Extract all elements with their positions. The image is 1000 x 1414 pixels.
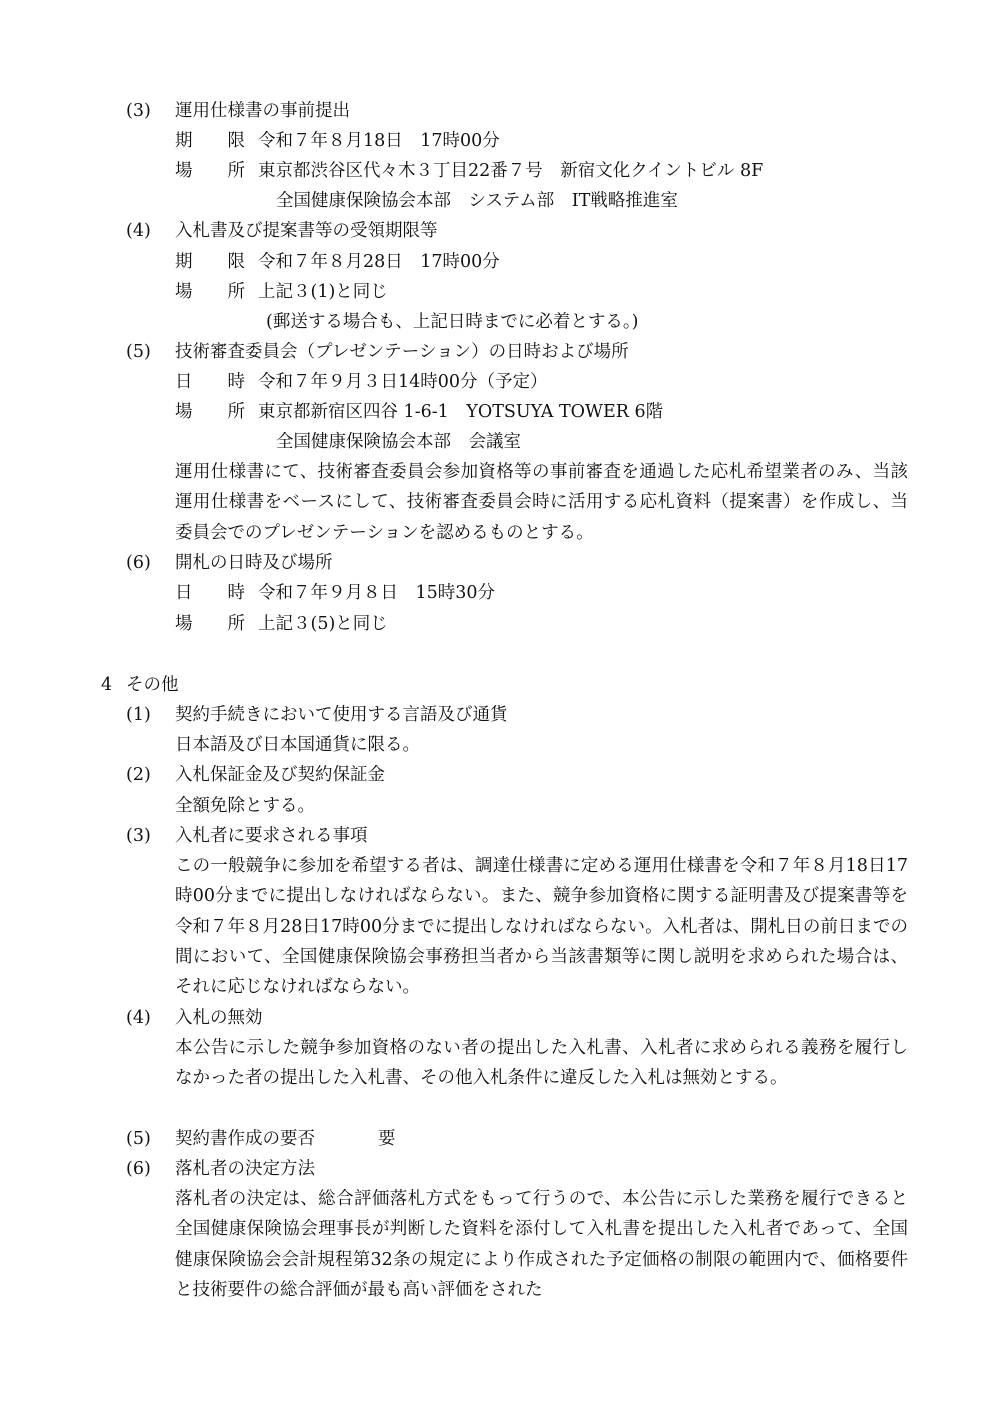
paragraph: 落札者の決定は、総合評価落札方式をもって行うので、本公告に示した業務を履行できると全国健康保険協会理事長が判断した資料を添付して入札書を提出した入札者であって、全国健康保険協会会計規程第32条の規定により作成された予定価格の制限の範囲内で、価格要件と技術要件の総合評価が最も高い評価をされた (175, 1189, 908, 1300)
item-number: (2) (126, 765, 151, 785)
item-number: (4) (126, 221, 151, 241)
item-number: (4) (126, 1008, 151, 1028)
item-body: 日本語及び日本国通貨に限る。 (175, 735, 420, 755)
item-title: 落札者の決定方法 (175, 1159, 315, 1179)
item-title: 入札の無効 (175, 1008, 263, 1028)
place-label: 場 所 (175, 402, 245, 422)
place-label: 場 所 (175, 282, 245, 302)
item-body: 全額免除とする。 (175, 796, 315, 816)
item-value: 要 (378, 1129, 396, 1149)
section-number: 4 (101, 675, 113, 695)
item-title: 入札書及び提案書等の受領期限等 (175, 221, 438, 241)
place-value: 東京都新宿区四谷 1-6-1 YOTSUYA TOWER 6階 (258, 402, 664, 422)
place-value: 東京都渋谷区代々木３丁目22番７号 新宿文化クイントビル 8F (258, 161, 764, 181)
item-number: (5) (126, 342, 151, 362)
note: (郵送する場合も、上記日時までに必着とする。) (266, 312, 639, 332)
date-label: 日 時 (175, 372, 245, 392)
place-label: 場 所 (175, 161, 245, 181)
item-number: (5) (126, 1129, 151, 1149)
item-title: 契約手続きにおいて使用する言語及び通貨 (175, 705, 508, 725)
item-title: 技術審査委員会（プレゼンテーション）の日時および場所 (175, 342, 629, 362)
item-title: 運用仕様書の事前提出 (175, 101, 350, 121)
place-value-line2: 全国健康保険協会本部 システム部 IT戦略推進室 (276, 191, 678, 211)
date-value: 令和７年９月３日14時00分（予定） (258, 372, 548, 392)
item-number: (3) (126, 101, 151, 121)
deadline-value: 令和７年８月18日 17時00分 (258, 131, 500, 151)
date-value: 令和７年９月８日 15時30分 (258, 583, 496, 603)
place-value: 上記３(5)と同じ (258, 614, 388, 634)
section-heading: その他 (126, 675, 179, 695)
item-title: 契約書作成の要否 (175, 1129, 315, 1149)
paragraph: 運用仕様書にて、技術審査委員会参加資格等の事前審査を通過した応札希望業者のみ、当該運用仕様書をベースにして、技術審査委員会時に活用する応札資料（提案書）を作成し、当委員会でのプレゼンテーションを認めるものとする。 (175, 462, 908, 543)
item-title: 入札者に要求される事項 (175, 826, 368, 846)
place-value-line2: 全国健康保険協会本部 会議室 (276, 432, 521, 452)
item-number: (6) (126, 1159, 151, 1179)
item-number: (3) (126, 826, 151, 846)
item-title: 開札の日時及び場所 (175, 553, 333, 573)
item-number: (1) (126, 705, 151, 725)
deadline-label: 期 限 (175, 252, 245, 272)
deadline-value: 令和７年８月28日 17時00分 (258, 252, 500, 272)
place-value: 上記３(1)と同じ (258, 282, 388, 302)
place-label: 場 所 (175, 614, 245, 634)
paragraph: 本公告に示した競争参加資格のない者の提出した入札書、入札者に求められる義務を履行しなかった者の提出した入札書、その他入札条件に違反した入札は無効とする。 (175, 1038, 908, 1089)
paragraph: この一般競争に参加を希望する者は、調達仕様書に定める運用仕様書を令和７年８月18日17時00分までに提出しなければならない。また、競争参加資格に関する証明書及び提案書等を令和７年８月28日17時00分までに提出しなければならない。入札者は、開札日の前日までの間において、全国健康保険協会事務担当者から当該書類等に関し説明を求められた場合は、それに応じなければならない。 (175, 856, 908, 998)
date-label: 日 時 (175, 583, 245, 603)
deadline-label: 期 限 (175, 131, 245, 151)
item-title: 入札保証金及び契約保証金 (175, 765, 385, 785)
item-number: (6) (126, 553, 151, 573)
